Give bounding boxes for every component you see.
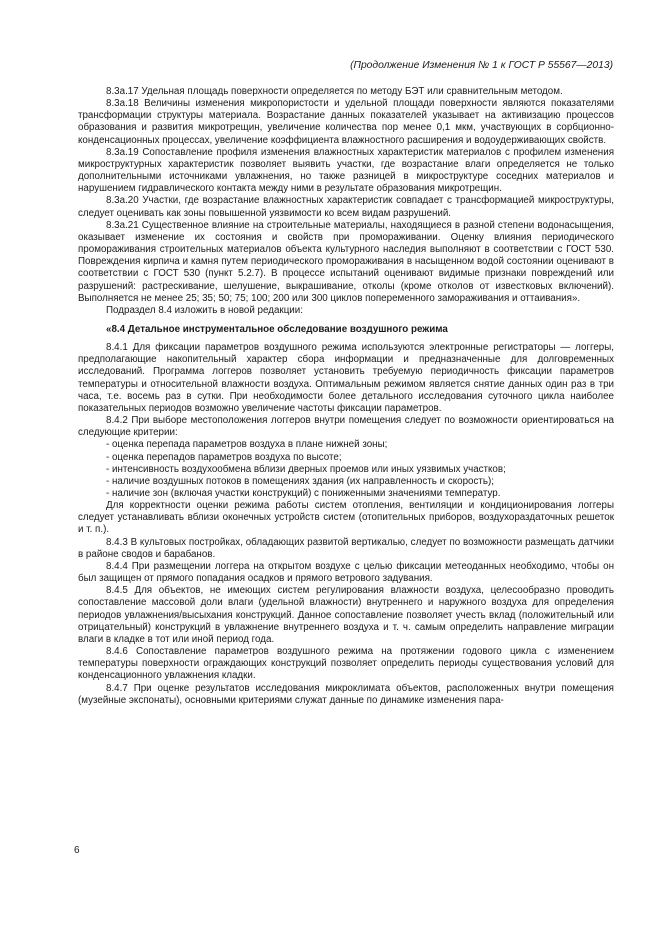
list-item: - наличие воздушных потоков в помещениях здания (их направленность и скорость);	[106, 475, 494, 487]
list-item: - оценка перепада параметров воздуха в плане нижней зоны;	[106, 439, 388, 451]
list-item: - оценка перепадов параметров воздуха по высоте;	[106, 451, 342, 463]
paragraph-8-4-2: 8.4.2 При выборе местоположения логгеров внутри помещения следует по возможности ориентироваться на следующие критерии:	[78, 415, 614, 439]
paragraph-8-4-3: 8.4.3 В культовых постройках, обладающих развитой вертикалью, следует по возможности размещать датчики в районе сводов и барабанов.	[78, 536, 614, 560]
criteria-list	[78, 439, 614, 500]
document-body	[78, 86, 614, 707]
section-heading: «8.4 Детальное инструментальное обследование воздушного режима	[106, 323, 448, 335]
paragraph-8-4-5: 8.4.5 Для объектов, не имеющих систем регулирования влажности воздуха, целесообразно проводить сопоставление массовой доли влаги (удельной влажности) внутреннего и наружного воздуха для определения периодов увлажнения/высыхания конструкций. Данное сопоставление позволяет учесть вклад (положительный или отрицательный) конструкций в увлажнение внутреннего воздуха и т. ч. самым определить направление миграции влаги в кладке в тот или иной период года.	[78, 585, 614, 645]
paragraph-8-4-4: 8.4.4 При размещении логгера на открытом воздухе с целью фиксации метеоданных необходимо, чтобы он был защищен от прямого попадания осадков и прямого ветрового задувания.	[78, 560, 614, 585]
page-header: (Продолжение Изменения № 1 к ГОСТ Р 55567—2013)	[350, 60, 613, 71]
paragraph-8-4-6: 8.4.6 Сопоставление параметров воздушного режима на протяжении годового цикла с изменением температуры поверхности ограждающих конструкций позволяет определить периоды существования условий для конденсационного увлажнения кладки.	[78, 646, 614, 682]
list-item: - интенсивность воздухообмена вблизи дверных проемов или иных уязвимых участков;	[106, 463, 506, 475]
paragraph-8-3a-18: 8.3а.18 Величины изменения микропористости и удельной площади поверхности являются показателями трансформации структуры материала. Возрастание данных показателей указывает на активизацию процессов образования и развития микротрещин, увеличение количества пор менее 0,1 мкм, участвующих в сорбционно-конденсационных процессах, увеличение коэффициента влажностного расширения и водоудерживающих свойств.	[78, 98, 614, 146]
paragraph-8-3a-20: 8.3а.20 Участки, где возрастание влажностных характеристик совпадает с трансформацией микроструктуры, следует оценивать как зоны повышенной уязвимости ко всем видам разрушений.	[78, 195, 614, 219]
paragraph-instruction: Подраздел 8.4 изложить в новой редакции:	[106, 304, 303, 316]
paragraph-8-3a-19: 8.3а.19 Сопоставление профиля изменения влажностных характеристик материалов с профилем изменения микроструктурных характеристик позволяет выявить участки, где возрастание влаги определяется не только дополнительными источниками увлажнения, но также разницей в микроструктуре соседних материалов и нарушением гидравлического контакта между ними в результате образования микротрещин.	[78, 146, 614, 195]
paragraph-8-3a-21: 8.3а.21 Существенное влияние на строительные материалы, находящиеся в разной степени водонасыщения, оказывает изменение их состояния и свойств при промораживании. Оценку влияния периодического промораживания строительных материалов объекта культурного наследия выполняют в соответствии с ГОСТ 530. Повреждения кирпича и камня путем периодического промораживания в насыщенном водой состоянии оценивают в соответствии с ГОСТ 530 (пункт 5.2.7). В процессе испытаний оценивают видимые признаки повреждений или разрушений: растрескивание, шелушение, выкрашивание, отколы (кроме отколов от известковых включений). Выполняется не менее 25; 35; 50; 75; 100; 200 или 300 циклов попеременного замораживания и оттаивания».	[78, 219, 614, 304]
paragraph-8-4-1: 8.4.1 Для фиксации параметров воздушного режима используются электронные регистраторы — логгеры, предполагающие накопительный характер сбора информации и предназначенные для долговременных исследований. Программа логгеров позволяет установить требуемую периодичность фиксации параметров температуры и относительной влажности воздуха. Оптимальным режимом является снятие данных один раз в три часа, т.е. восемь раз в сутки. При необходимости более детального исследования суточного цикла наиболее показательных периодов возможно увеличение частоты фиксации параметров.	[78, 342, 614, 414]
list-item: - наличие зон (включая участки конструкций) с пониженными значениями температур.	[106, 488, 501, 499]
paragraph-hvac: Для корректности оценки режима работы систем отопления, вентиляции и кондиционирования логгеры следует устанавливать вблизи оконечных устройств систем (отопительных приборов, воздухораздаточных решеток и т. п.).	[78, 500, 614, 536]
page-number: 6	[74, 845, 80, 856]
paragraph-8-4-7: 8.4.7 При оценке результатов исследования микроклимата объектов, расположенных внутри помещения (музейные экспонаты), основными критериями служат данные по динамике изменения пара-	[78, 682, 614, 706]
paragraph-8-3a-17: 8.3а.17 Удельная площадь поверхности определяется по методу БЭТ или сравнительным методом.	[106, 86, 563, 97]
